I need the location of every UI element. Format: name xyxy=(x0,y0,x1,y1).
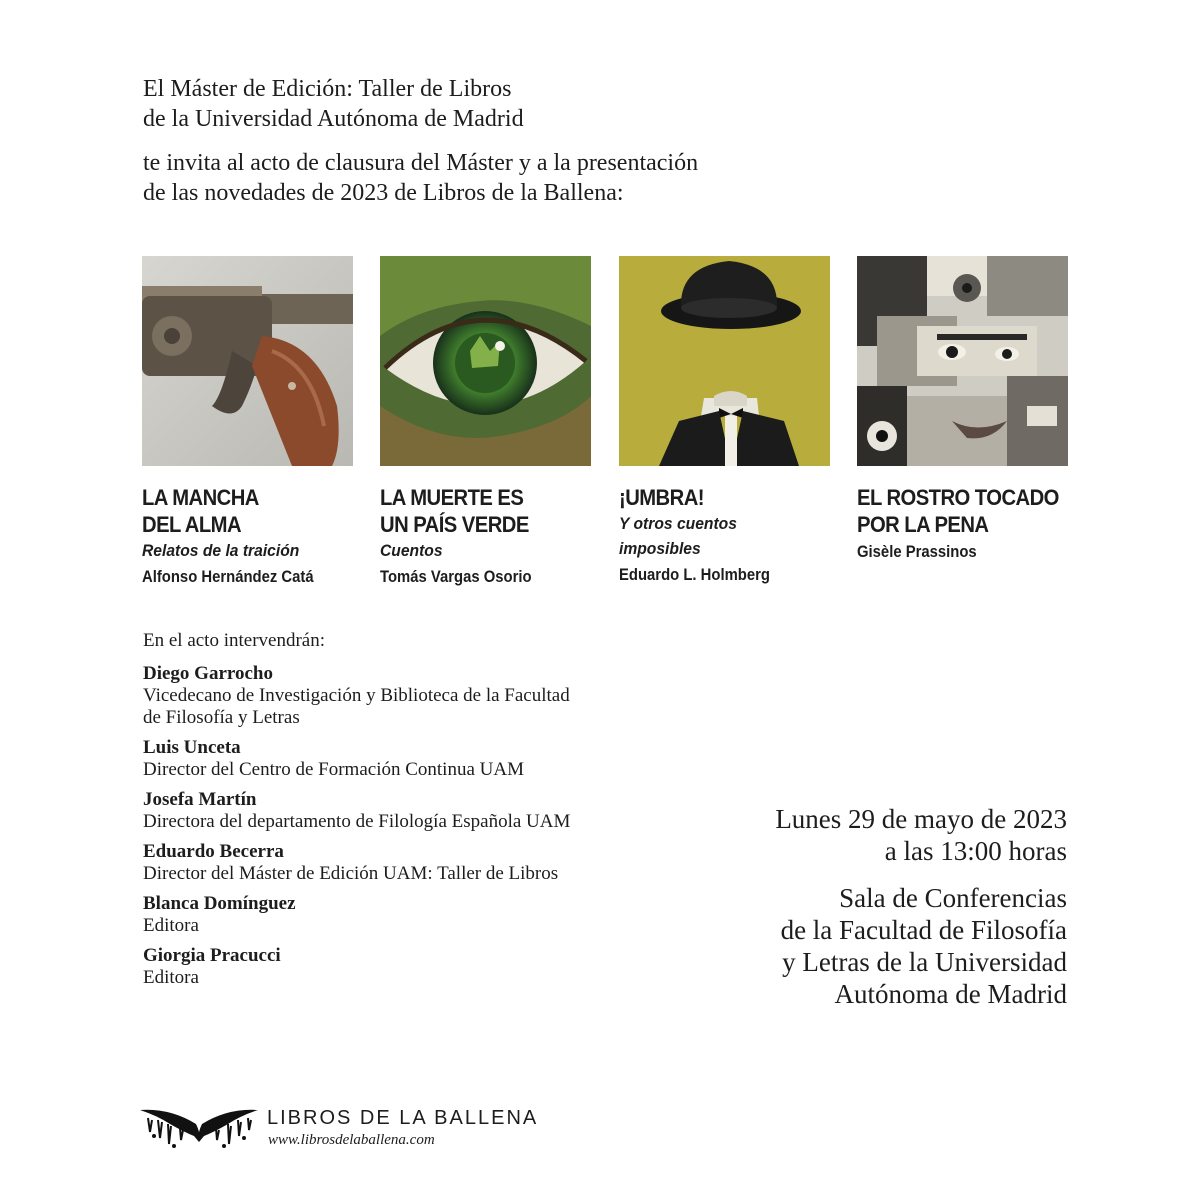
speaker-role: Director del Máster de Edición UAM: Taller de Libros xyxy=(143,863,559,884)
publisher-url[interactable]: www.librosdelaballena.com xyxy=(268,1132,435,1148)
intro-line-2: de la Universidad Autónoma de Madrid xyxy=(143,106,524,132)
book-subtitle-line-2: imposibles xyxy=(619,539,701,558)
speakers-list xyxy=(143,630,703,997)
book-author: Eduardo L. Holmberg xyxy=(619,566,770,584)
speaker-role: Director del Centro de Formación Continua UAM xyxy=(143,759,524,780)
speaker-item xyxy=(143,737,703,781)
invitation-intro xyxy=(143,74,903,208)
book-subtitle: Relatos de la traición xyxy=(142,541,300,560)
book-author: Gisèle Prassinos xyxy=(857,543,977,561)
speaker-item xyxy=(143,945,703,989)
speaker-name: Josefa Martín xyxy=(143,789,257,810)
book-title xyxy=(380,484,578,538)
speaker-role-line-2: de Filosofía y Letras xyxy=(143,707,300,728)
speaker-role: Vicedecano de Investigación y Biblioteca de la Facultad xyxy=(143,685,570,706)
book-title-line-1: ¡UMBRA! xyxy=(619,485,704,510)
venue-line-1: Sala de Conferencias xyxy=(839,883,1067,913)
speaker-name: Diego Garrocho xyxy=(143,663,273,684)
speaker-item xyxy=(143,789,703,833)
speaker-item xyxy=(143,841,703,885)
eye-icon xyxy=(380,256,591,466)
book-card xyxy=(380,256,595,591)
venue-line-2: de la Facultad de Filosofía xyxy=(780,915,1067,945)
speaker-item xyxy=(143,663,703,729)
book-card xyxy=(619,256,834,589)
book-title-line-1: LA MUERTE ES xyxy=(380,485,524,510)
event-venue xyxy=(647,882,1067,1010)
collage-face-icon xyxy=(857,256,1068,466)
book-title-line-1: LA MANCHA xyxy=(142,485,259,510)
book-title xyxy=(619,484,817,511)
book-subtitle: Cuentos xyxy=(380,541,443,560)
event-date: Lunes 29 de mayo de 2023 xyxy=(775,804,1067,834)
intro-line-3: te invita al acto de clausura del Máster y a la presentación xyxy=(143,150,699,176)
speakers-lead: En el acto intervendrán: xyxy=(143,630,326,651)
speaker-name: Giorgia Pracucci xyxy=(143,945,281,966)
publisher-name: LIBROS DE LA BALLENA xyxy=(267,1107,539,1129)
intro-line-4: de las novedades de 2023 de Libros de la Ballena: xyxy=(143,180,624,206)
book-card xyxy=(142,256,357,591)
venue-line-4: Autónoma de Madrid xyxy=(834,979,1067,1009)
speaker-item xyxy=(143,893,703,937)
book-title-line-2: UN PAÍS VERDE xyxy=(380,512,529,537)
speaker-role: Editora xyxy=(143,915,199,936)
revolver-icon xyxy=(142,256,353,466)
book-subtitle xyxy=(619,511,817,561)
speaker-role: Directora del departamento de Filología Española UAM xyxy=(143,811,571,832)
speaker-name: Luis Unceta xyxy=(143,737,241,758)
speaker-name: Blanca Domínguez xyxy=(143,893,296,914)
book-subtitle-line-1: Y otros cuentos xyxy=(619,514,737,533)
book-title xyxy=(857,484,1059,538)
speaker-name: Eduardo Becerra xyxy=(143,841,284,862)
speaker-role: Editora xyxy=(143,967,199,988)
event-time: a las 13:00 horas xyxy=(884,836,1067,866)
book-author: Tomás Vargas Osorio xyxy=(380,568,532,586)
book-title-line-1: EL ROSTRO TOCADO xyxy=(857,485,1059,510)
book-card xyxy=(857,256,1072,566)
whale-tail-icon xyxy=(140,1106,258,1150)
book-author: Alfonso Hernández Catá xyxy=(142,568,314,586)
event-details xyxy=(647,803,1067,1010)
book-title-line-2: DEL ALMA xyxy=(142,512,242,537)
bowler-hat-suit-icon xyxy=(619,256,830,466)
book-title xyxy=(142,484,340,538)
publisher-footer xyxy=(140,1106,560,1156)
intro-line-1: El Máster de Edición: Taller de Libros xyxy=(143,76,512,102)
book-list xyxy=(142,256,1072,596)
event-datetime xyxy=(647,803,1067,867)
venue-line-3: y Letras de la Universidad xyxy=(782,947,1067,977)
book-title-line-2: POR LA PENA xyxy=(857,512,989,537)
